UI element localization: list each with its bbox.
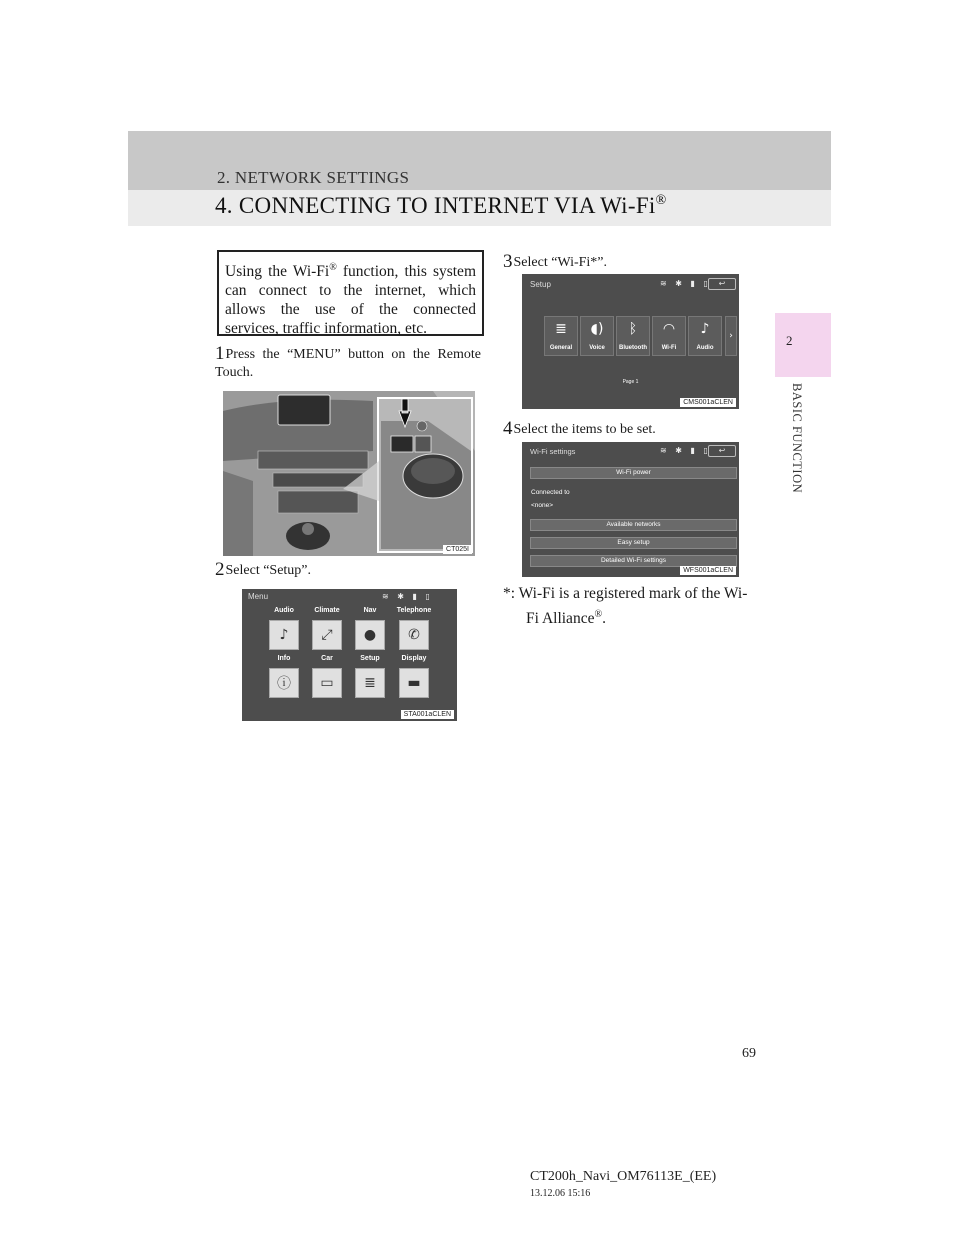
step-4: [503, 420, 769, 439]
button-label: Wi-Fi: [661, 345, 677, 351]
footer-document-id: CT200h_Navi_OM76113E_(EE): [530, 1169, 717, 1184]
menu-label-audio: Audio: [274, 607, 294, 614]
step-number: 2: [215, 559, 225, 580]
page-number: 69: [742, 1046, 756, 1061]
back-button[interactable]: ↩: [708, 278, 736, 290]
audio-icon: ♪: [700, 321, 710, 337]
button-label: Bluetooth: [619, 345, 647, 351]
menu-label-display: Display: [401, 655, 427, 662]
page-title-text: 4. CONNECTING TO INTERNET VIA Wi-Fi: [215, 193, 656, 218]
setup-button[interactable]: ≣: [355, 668, 385, 698]
car-interior-illustration: [223, 391, 475, 556]
telephone-button[interactable]: ✆: [399, 620, 429, 650]
intro-text-after: function, this system can connect to the internet, which allows the use of the connected services, traffic information, etc.: [225, 263, 476, 338]
status-icons: ≋ ✱ ▮ ▯: [382, 592, 433, 601]
step-text: Select “Wi-Fi*”.: [513, 255, 608, 270]
display-button[interactable]: ▬: [399, 668, 429, 698]
back-button[interactable]: ↩: [708, 445, 736, 457]
wifi-icon: ◠: [662, 321, 676, 337]
general-button[interactable]: [544, 316, 578, 356]
figure-setup-screen: [522, 274, 739, 409]
step-3: [503, 253, 769, 272]
footer-date: 13.12.06 15:16: [530, 1188, 591, 1199]
figure-code: STA001aCLEN: [401, 710, 454, 719]
menu-label-setup: Setup: [360, 655, 380, 662]
audio-button[interactable]: ♪: [269, 620, 299, 650]
menu-label-climate: Climate: [314, 607, 340, 614]
screen-title: Setup: [530, 280, 551, 289]
bluetooth-button[interactable]: [616, 316, 650, 356]
step-number: 3: [503, 251, 513, 272]
chapter-number: 2: [786, 333, 793, 348]
page-title: [215, 193, 667, 219]
climate-button[interactable]: ⤢: [312, 620, 342, 650]
footnote-line-2: [503, 604, 773, 629]
button-label: Audio: [696, 345, 714, 351]
registered-mark: ®: [655, 193, 667, 208]
step-text: Select “Setup”.: [225, 563, 312, 578]
general-icon: ≣: [555, 321, 567, 337]
easy-setup-button[interactable]: Easy setup: [530, 537, 737, 549]
menu-label-car: Car: [321, 655, 333, 662]
section-label: 2. NETWORK SETTINGS: [217, 168, 410, 187]
footnote-registered-mark: ®: [594, 609, 603, 620]
intro-text-before: Using the Wi-Fi: [225, 263, 330, 281]
menu-label-info: Info: [277, 655, 291, 662]
footnote: [503, 583, 773, 629]
page-indicator: Page 1: [622, 379, 639, 385]
connected-network-value: <none>: [531, 502, 554, 509]
step-2: [215, 561, 481, 580]
info-button[interactable]: ⓘ: [269, 668, 299, 698]
voice-icon: ◖): [590, 321, 604, 337]
audio-button[interactable]: [688, 316, 722, 356]
figure-remote-touch: [223, 391, 475, 556]
step-number: 4: [503, 418, 513, 439]
menu-label-telephone: Telephone: [396, 607, 432, 614]
intro-box: [217, 250, 484, 336]
next-page-button[interactable]: ›: [725, 316, 737, 356]
figure-code: WFS001aCLEN: [680, 566, 736, 575]
intro-registered-mark: ®: [329, 262, 337, 273]
status-icons: ≋ ✱ ▮ ▯: [660, 446, 711, 455]
available-networks-button[interactable]: Available networks: [530, 519, 737, 531]
connected-to-label: Connected to: [531, 489, 570, 496]
detailed-wifi-settings-button[interactable]: Detailed Wi-Fi settings: [530, 555, 737, 567]
chapter-tab: [775, 313, 831, 377]
wifi-power-button[interactable]: Wi-Fi power: [530, 467, 737, 479]
footnote-line-2-text: Fi Alliance: [526, 610, 595, 628]
screen-title: Menu: [248, 592, 269, 601]
figure-wifi-settings-screen: [522, 442, 739, 577]
step-text: Select the items to be set.: [513, 422, 656, 437]
step-text: Press the “MENU” button on the Remote Touch.: [215, 347, 481, 380]
nav-button[interactable]: ●: [355, 620, 385, 650]
chapter-label: BASIC FUNCTION: [790, 383, 804, 494]
button-label: Voice: [589, 345, 605, 351]
car-button[interactable]: ▭: [312, 668, 342, 698]
menu-label-nav: Nav: [363, 607, 377, 614]
figure-code: CT025I: [443, 545, 472, 554]
footnote-end: .: [602, 610, 606, 628]
status-icons: ≋ ✱ ▮ ▯: [660, 279, 711, 288]
step-number: 1: [215, 343, 225, 364]
figure-menu-screen: [242, 589, 457, 721]
figure-code: CMS001aCLEN: [680, 398, 736, 407]
wifi-button[interactable]: [652, 316, 686, 356]
step-1: [215, 345, 481, 382]
voice-button[interactable]: [580, 316, 614, 356]
screen-title: Wi-Fi settings: [530, 447, 576, 456]
footnote-line-1: *: Wi-Fi is a registered mark of the Wi-: [503, 585, 748, 602]
button-label: General: [549, 345, 573, 351]
bluetooth-icon: ᛒ: [628, 321, 638, 337]
